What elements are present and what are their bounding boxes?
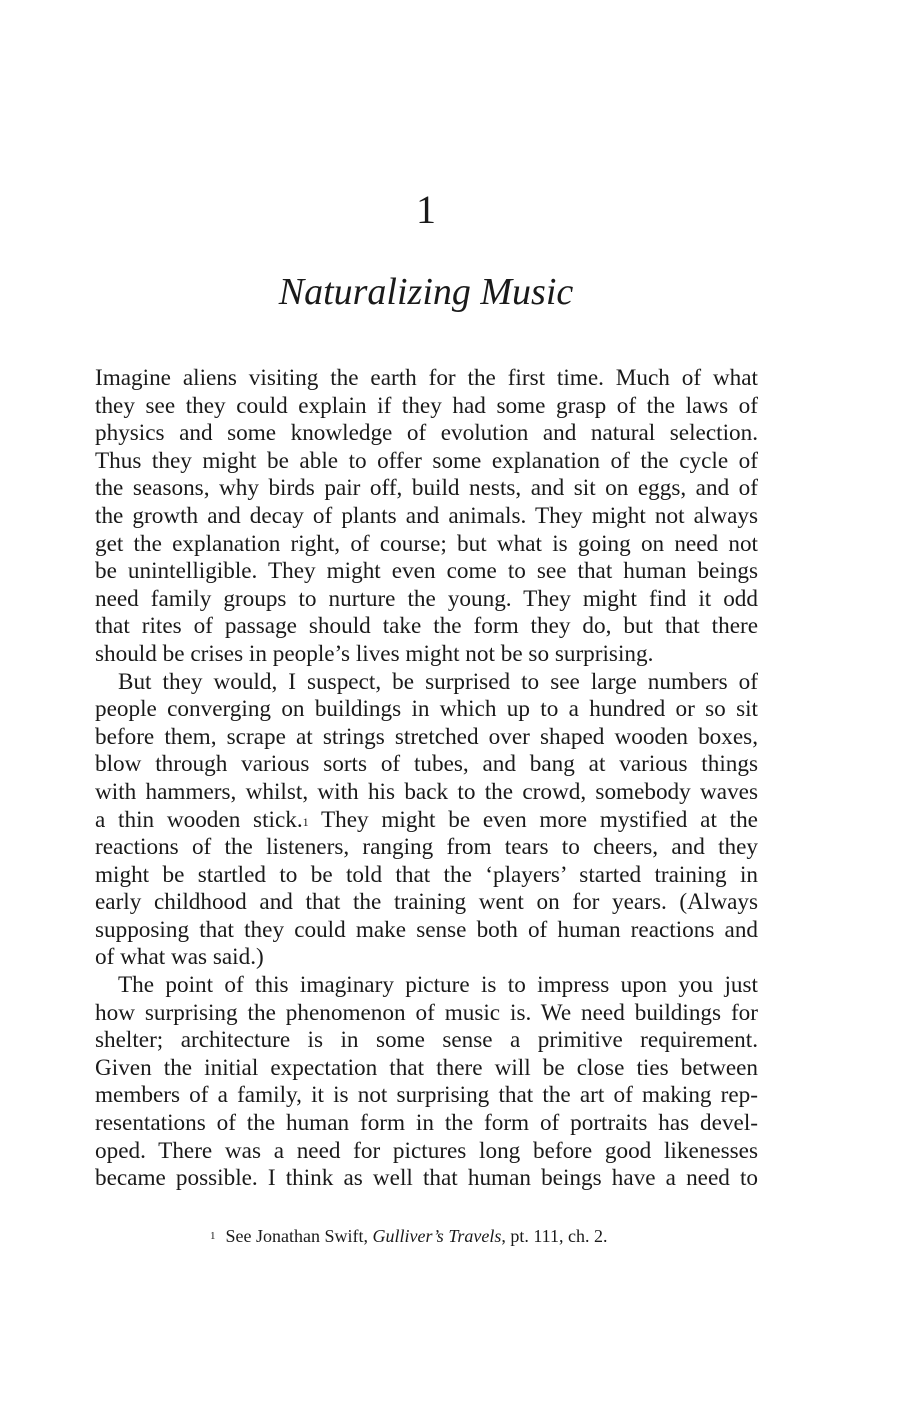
footnote-text: , pt. 111, ch. 2. <box>501 1226 608 1246</box>
text-line: reactions of the listeners, ranging from tears to cheers, and they <box>95 834 758 861</box>
footnote-reference[interactable]: 1 <box>302 814 309 829</box>
text-line: The point of this imaginary picture is to impress upon you just <box>118 972 758 999</box>
text-line: shelter; architecture is in some sense a primitive requirement. <box>95 1027 758 1054</box>
text-line: that rites of passage should take the form they do, but that there <box>95 613 758 640</box>
text-line: Imagine aliens visiting the earth for the first time. Much of what <box>95 365 758 391</box>
text-line-with-footnote <box>95 807 758 835</box>
text-line: blow through various sorts of tubes, and bang at various things <box>95 751 758 778</box>
text-line: before them, scrape at strings stretched over shaped wooden boxes, <box>95 723 758 750</box>
text-line: resentations of the human form in the form of portraits has devel- <box>95 1110 758 1137</box>
text-line: with hammers, whilst, with his back to the crowd, somebody waves <box>95 778 758 805</box>
text-line: physics and some knowledge of evolution and natural selection. <box>95 420 758 447</box>
footnote-mark: 1 <box>210 1230 216 1242</box>
footnote-text: See Jonathan Swift, <box>225 1226 373 1246</box>
text-line: the growth and decay of plants and animals. They might not always <box>95 502 758 529</box>
text-line: get the explanation right, of course; but what is going on need not <box>95 530 758 557</box>
footnote <box>210 1224 607 1248</box>
chapter-title: Naturalizing Music <box>278 271 574 313</box>
body-text <box>95 365 758 1193</box>
text-line: need family groups to nurture the young. They might find it odd <box>95 585 758 612</box>
text-line: the seasons, why birds pair off, build nests, and sit on eggs, and of <box>95 475 758 502</box>
text-line: early childhood and that the training went on for years. (Always <box>95 889 758 916</box>
text-fragment: a thin wooden stick. <box>95 806 303 833</box>
text-line: how surprising the phenomenon of music is. We need buildings for <box>95 999 758 1026</box>
footnote-book-title: Gulliver’s Travels <box>372 1226 502 1246</box>
text-line: members of a family, it is not surprising that the art of making rep- <box>95 1082 758 1109</box>
text-fragment: They might be even more mystified at the <box>308 806 758 833</box>
text-line: became possible. I think as well that human beings have a need to <box>95 1165 758 1192</box>
text-line: people converging on buildings in which up to a hundred or so sit <box>95 696 758 723</box>
chapter-number: 1 <box>416 187 436 232</box>
text-line: But they would, I suspect, be surprised to see large numbers of <box>118 668 758 695</box>
text-line: should be crises in people’s lives might not be so surprising. <box>95 640 654 667</box>
text-line: Thus they might be able to offer some explanation of the cycle of <box>95 447 758 474</box>
text-line: supposing that they could make sense both of human reactions and <box>95 916 758 943</box>
text-line: of what was said.) <box>95 944 264 971</box>
text-line: Given the initial expectation that there will be close ties between <box>95 1054 758 1081</box>
text-line: they see they could explain if they had some grasp of the laws of <box>95 392 758 419</box>
text-line: oped. There was a need for pictures long before good likenesses <box>95 1137 758 1164</box>
text-line: might be startled to be told that the ‘players’ started training in <box>95 861 758 888</box>
text-line: be unintelligible. They might even come to see that human beings <box>95 558 758 585</box>
